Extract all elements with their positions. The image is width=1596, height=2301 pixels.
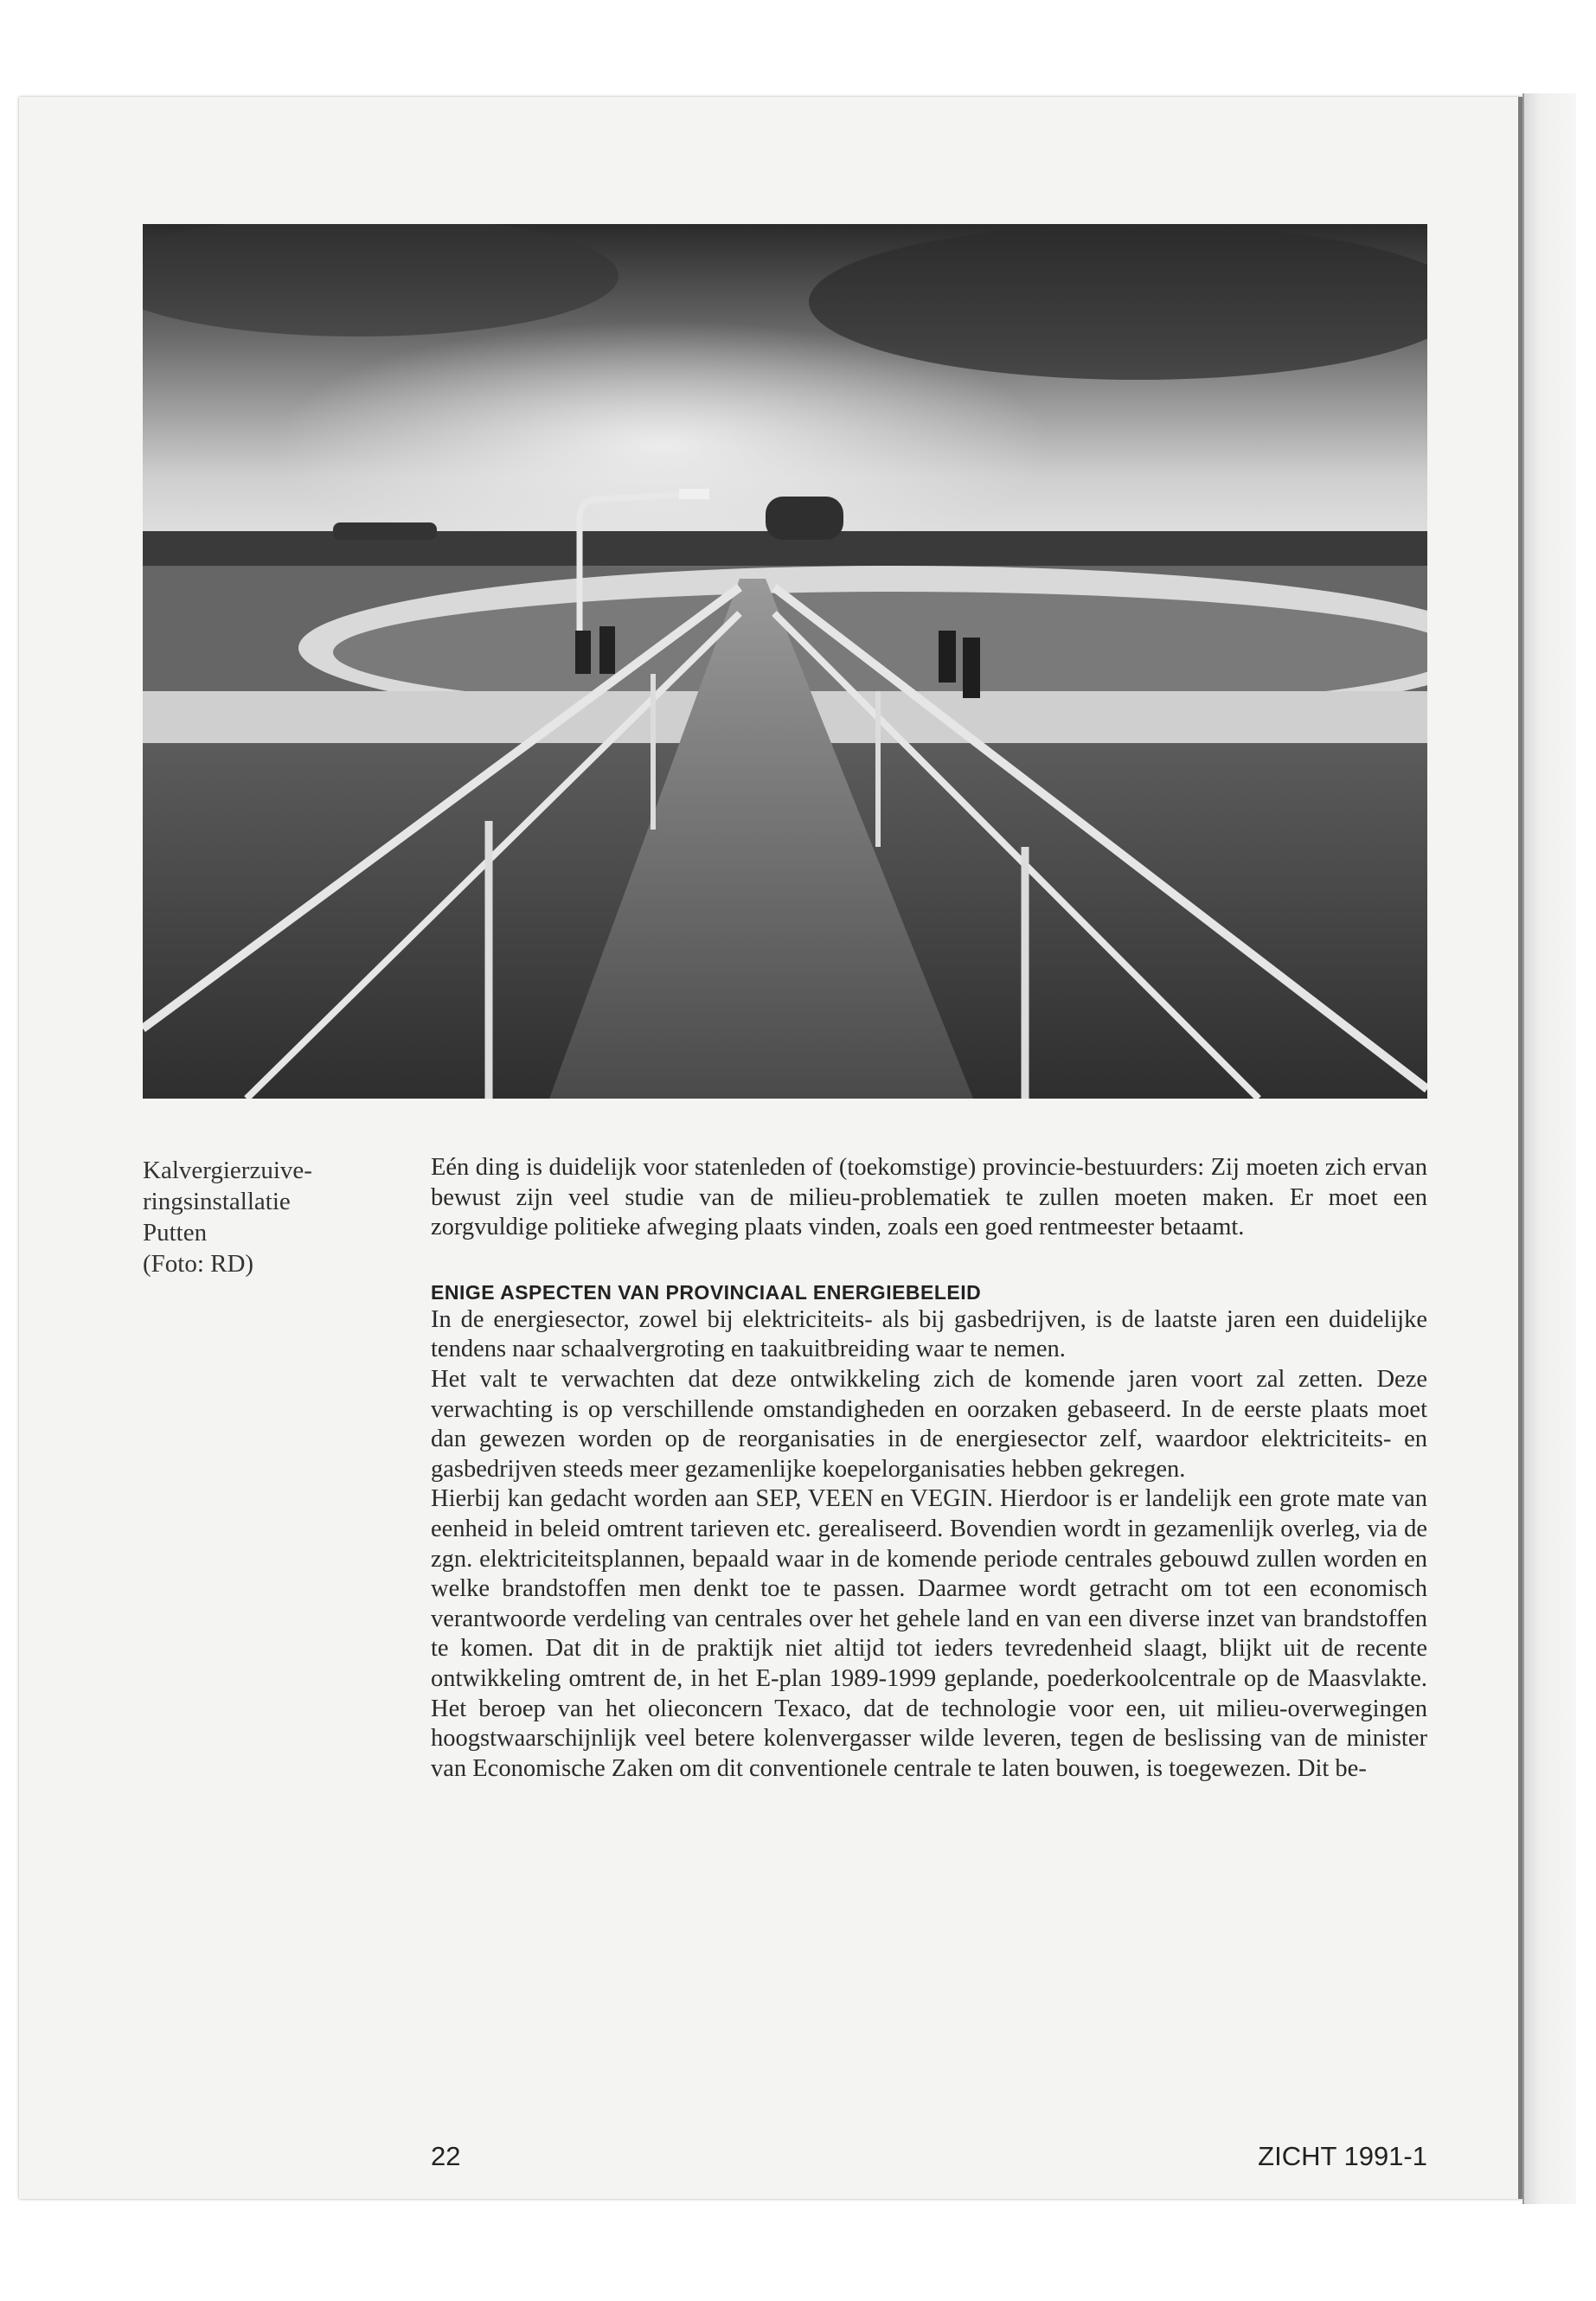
- page-number: 22: [431, 2141, 461, 2171]
- body-paragraph: Hierbij kan gedacht worden aan SEP, VEEN en VEGIN. Hierdoor is er landelijk een grote mate van eenheid in beleid omtrent tarieven etc. gerealiseerd. Bovendien wordt in gezamenlijk overleg, via de zgn. elektriciteitsplannen, bepaald waar in de komende periode centrales gebouwd zullen worden en welke brandstoffen men denkt toe te passen. Daarmee wordt getracht om tot een economisch verantwoorde verdeling van centrales over het gehele land en van een diverse inzet van brandstoffen te komen. Dat dit in de praktijk niet altijd tot ieders tevredenheid slaagt, blijkt uit de recente ontwikkeling omtrent de, in het E-plan 1989-1999 geplande, poederkoolcentrale op de Maasvlakte. Het beroep van het olieconcern Texaco, dat de technologie voor een, uit milieu-overwegingen hoogstwaarschijnlijk veel betere kolenvergasser wilde leveren, tegen de beslissing van de minister van Economische Zaken om dit conventionele centrale te laten bouwen, is toegewezen. Dit be-: [431, 1485, 1427, 1782]
- photo-caption: [143, 1155, 394, 1279]
- adjacent-page-edge: [1522, 93, 1576, 2204]
- caption-line: ringsinstallatie: [143, 1188, 291, 1215]
- body-paragraph: Het valt te verwachten dat deze ontwikkeling zich de komende jaren voort zal zetten. Deze verwachting is op verschillende omstandigheden en oorzaken gebaseerd. In de eerste plaats moet dan gewezen worden op de reorganisaties in de energiesector zelf, waardoor elektriciteits- en gasbedrijven steeds meer gezamenlijke koepelorganisaties hebben gekregen.: [431, 1365, 1427, 1483]
- section-heading: ENIGE ASPECTEN VAN PROVINCIAAL ENERGIEBELEID: [431, 1280, 982, 1304]
- caption-line: Kalvergierzuive-: [143, 1157, 312, 1184]
- body-paragraph: In de energiesector, zowel bij elektriciteits- als bij gasbedrijven, is de laatste jaren een duidelijke tendens naar schaalvergroting en taakuitbreiding waar te nemen.: [431, 1305, 1427, 1363]
- article-body: [431, 1153, 1427, 1784]
- publication-title: ZICHT 1991-1: [1258, 2141, 1427, 2171]
- photo-treatment-plant: [143, 224, 1427, 1099]
- caption-line: (Foto: RD): [143, 1250, 254, 1278]
- intro-paragraph: Eén ding is duidelijk voor statenleden of (toekomstige) provincie-bestuurders: Zij moeten zich ervan bewust zijn veel studie van de milieu-problematiek te zullen moeten maken. Er moet een zorgvuldige politieke afweging plaats vinden, zoals een goed rentmeester betaamt.: [431, 1154, 1427, 1241]
- caption-line: Putten: [143, 1219, 208, 1247]
